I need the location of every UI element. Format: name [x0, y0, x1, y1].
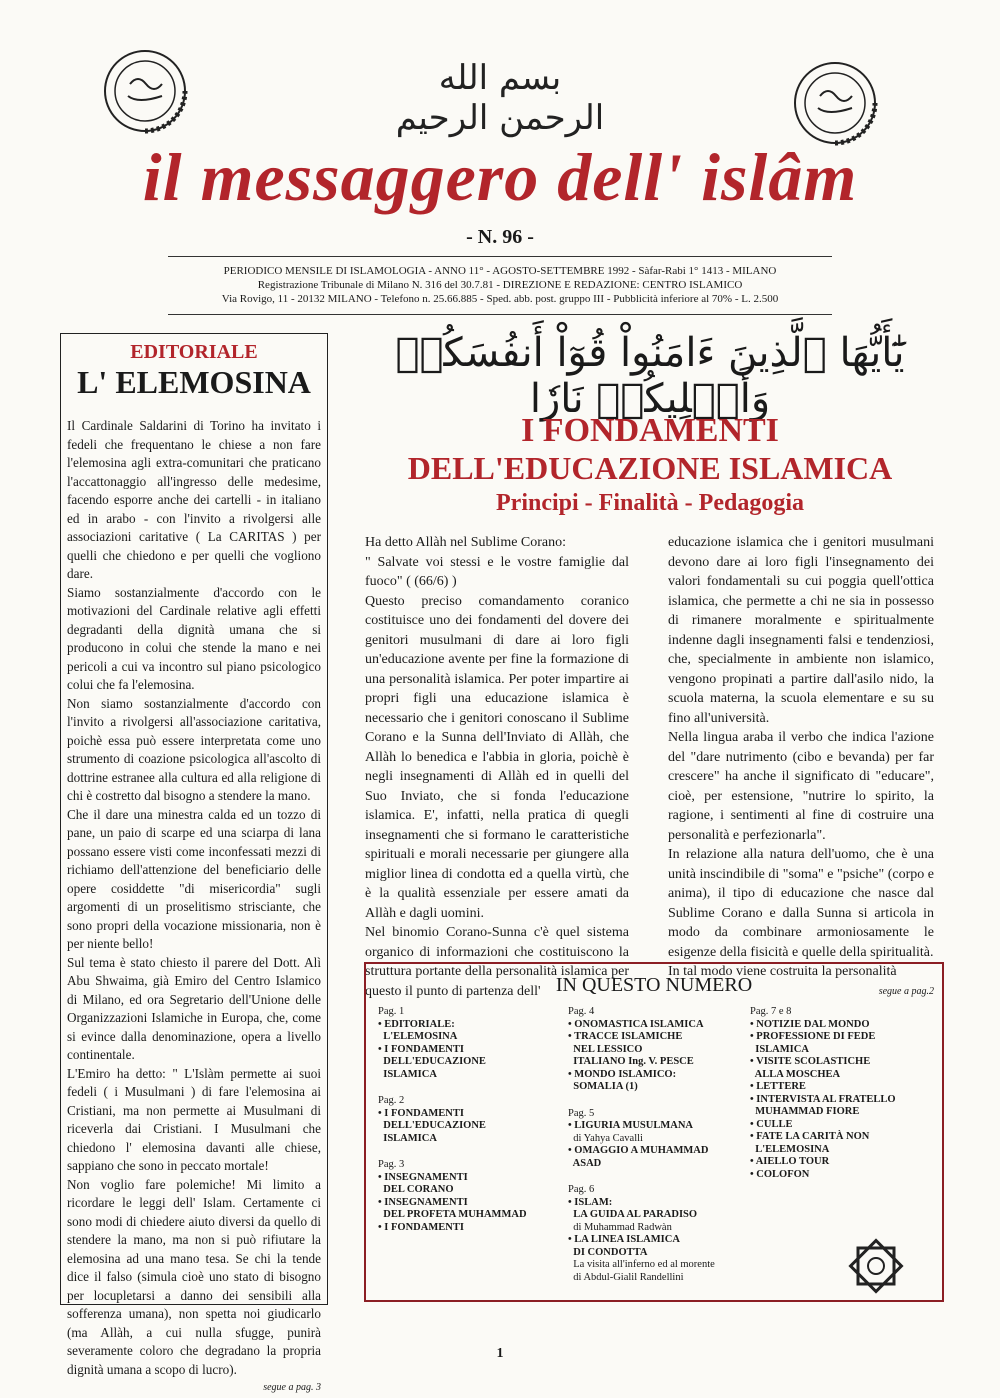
editorial-paragraph: Non voglio fare polemiche! Mi limito a ricordare le leggi dell' Islam. Certamente ci sono modi di chiedere aiuto diversi da quello di stendere la mano, ma non si può rifiutare la elemosina ad una mano tesa. Se chi la tende dice il falso (simula cioè uno stato di bisogno per locupletarsi a danno dei sensibili alla sofferenza umana), non spetta noi giudicarlo (ma Allàh, a cui nulla sfugge, punirà severamente coloro che degradano la propria dignità umana a scopo di lucro).: [67, 1176, 321, 1377]
toc-column-3: [750, 1004, 930, 1195]
article-title-line-1: I FONDAMENTI: [521, 412, 779, 449]
article-paragraph: Nel binomio Corano-Sunna c'è quel sistema organico di informazioni che costituiscono la struttura portante della personalità islamica per questo il punto di partenza dell': [365, 925, 629, 999]
toc-page-group: [568, 1006, 748, 1094]
toc-item: • FATE LA CARITÀ NON: [750, 1131, 870, 1142]
toc-item: ASAD: [568, 1157, 602, 1169]
toc-page-label: Pag. 1: [378, 1006, 405, 1017]
quran-verse: يَٰٓأَيُّهَا ٱلَّذِينَ ءَامَنُواْ قُوٓاْ أَنفُسَكُمۡ وَأَهۡلِيكُمۡ نَارٗا: [395, 330, 905, 422]
toc-page-group: [568, 1108, 748, 1171]
toc-item: • INSEGNAMENTI: [378, 1171, 468, 1183]
editorial-text: [67, 417, 321, 1398]
toc-page-label: Pag. 7 e 8: [750, 1006, 792, 1017]
toc-item: • CULLE: [750, 1118, 793, 1130]
toc-item: ISLAMICA: [750, 1043, 809, 1055]
pubinfo-line-2: Registrazione Tribunale di Milano N. 316 del 30.7.81 - DIREZIONE E REDAZIONE: CENTRO ISLAMICO: [257, 279, 743, 291]
editorial-label: EDITORIALE: [130, 341, 258, 363]
toc-page-label: Pag. 2: [378, 1095, 405, 1106]
toc-item: SOMALIA (1): [568, 1081, 638, 1092]
article-paragraph: Nella lingua araba il verbo che indica l'azione del "dare nutrimento (cibo e bevanda) per far crescere" ha anche il significato di "educare", cioè, per estensione, "nutrire lo spirito, la ragione, i sentimenti al fine di costruire una personalità e perfezionarla".: [668, 730, 934, 843]
toc-item: • OMAGGIO A MUHAMMAD: [568, 1145, 709, 1156]
toc-item: LA GUIDA AL PARADISO: [568, 1209, 698, 1220]
editorial-paragraph: Il Cardinale Saldarini di Torino ha invitato i fedeli che frequentano le chiese a non fare l'elemosina agli extra-comunitari che praticano l'accattonaggio all'ingresso delle medesime, facendo esporre anche dei cartelli - in italiano ed in arabo - con l'invito a rivolgersi alle associazioni caritative ( La CARITAS ) per quelli che chiedono e per quelli che vogliono dare.: [67, 418, 321, 581]
article-paragraph: Questo preciso comandamento coranico costituisce uno dei fondamenti del dovere dei genitori musulmani di dare ai loro figli un'educazione avente per fine la formazione di una personalità islamica. Per poter impartire ai propri figli una educazione islamica è necessario che i genitori conoscano il Sublime Corano e la Sunna dell'Inviato di Allàh, che Allàh lo benedica e l'abbia in gloria, poichè è negli insegnamenti di Allàh ed in quelli del Suo Inviato, che si fonda l'educazione islamica. E', infatti, nella pratica di quegli insegnamenti che si formano le caratteristiche spirituali e morali necessarie per giungere alla miglior linea di condotta ed a quella virtù, che è la qualità essenziale per essere amati da Allàh e dagli uomini.: [365, 593, 629, 921]
toc-item: • LA LINEA ISLAMICA: [568, 1234, 680, 1245]
page-number: 1: [496, 1346, 504, 1361]
toc-item: • VISITE SCOLASTICHE: [750, 1056, 871, 1067]
article-column-1: [365, 533, 629, 1001]
toc-item: • TRACCE ISLAMICHE: [568, 1031, 683, 1042]
toc-item: ALLA MOSCHEA: [750, 1068, 841, 1080]
toc-item: La visita all'inferno ed al morente: [568, 1259, 715, 1270]
article-column-2: [668, 533, 934, 1001]
editorial-paragraph: L'Emiro ha detto: " L'Islàm permette ai suoi fedeli ( i Musulmani ) di fare l'elemosina ai Cristiani, ma non permette ai Musulmani di riceverla dai Cristiani. I Musulmani che chiedono l' elemosina davanti alle chiese, sappiano che sono in peccato mortale!: [67, 1065, 321, 1173]
article-paragraph: " Salvate voi stessi e le vostre famiglie dal fuoco" ( (66/6) ): [365, 554, 629, 589]
article-paragraph: In relazione alla natura dell'uomo, che è una unità inscindibile di "soma" e "psiche" (corpo e anima), il tipo di educazione che nasce dal Sublime Corano e dalla Sunna si articola in modo da combinare armoniosamente le esigenze della fisicità e quelle della spiritualità.: [668, 847, 934, 960]
toc-column-2: [568, 1004, 748, 1298]
pubinfo-line-3: Via Rovigo, 11 - 20132 MILANO - Telefono n. 25.66.885 - Sped. abb. post. gruppo III - Pubblicità inferiore al 70% - L. 2.500: [221, 293, 779, 305]
editorial-paragraph: Sul tema è stato chiesto il parere del Dott. Alì Abu Shwaima, già Emiro del Centro Islamico di Milano, ed ora Segretario dell'Unione delle Organizzazioni Islamiche in Europa, che, come si evince dalla denominazione, opera a livello continentale.: [67, 954, 321, 1062]
toc-item: DELL'EDUCAZIONE: [378, 1120, 486, 1131]
header-rule-bottom: [168, 314, 832, 315]
toc-page-group: [378, 1095, 558, 1145]
editorial-continued: segue a pag. 3: [263, 1382, 321, 1393]
article-title-line-2: DELL'EDUCAZIONE ISLAMICA: [407, 450, 893, 486]
toc-item: MUHAMMAD FIORE: [750, 1106, 860, 1117]
toc-page-group: [378, 1159, 558, 1234]
toc-item: ISLAMICA: [378, 1068, 437, 1080]
pubinfo-line-1: PERIODICO MENSILE DI ISLAMOLOGIA - ANNO 11° - AGOSTO-SETTEMBRE 1992 - Sàfar-Rabi 1° 1413 - MILANO: [223, 265, 777, 277]
toc-item: • COLOFON: [750, 1168, 810, 1180]
toc-item: • ONOMASTICA ISLAMICA: [568, 1018, 704, 1030]
toc-item: • INSEGNAMENTI: [378, 1196, 468, 1208]
toc-page-label: Pag. 6: [568, 1184, 595, 1195]
toc-item: • I FONDAMENTI: [378, 1043, 464, 1055]
toc-item: • NOTIZIE DAL MONDO: [750, 1018, 870, 1030]
toc-title: IN QUESTO NUMERO: [555, 974, 753, 996]
toc-item: • ISLAM:: [568, 1196, 613, 1208]
toc-item: • AIELLO TOUR: [750, 1156, 830, 1167]
toc-item: DEL PROFETA MUHAMMAD: [378, 1209, 527, 1220]
article-subtitle: Principi - Finalità - Pedagogia: [496, 490, 804, 516]
editorial-paragraph: Non siamo sostanzialmente d'accordo con l'invito a rivolgersi all'associazione caritativa, poichè essa può essere interpretata come uno strumento di coazione psicologica all'ascolto di dottrine estranee alla cultura ed alla religione di chi è costretto dal bisogno a stendere la mano.: [67, 695, 321, 803]
centro-islamico-seal-right: [790, 58, 880, 148]
toc-item: di Muhammad Radwàn: [568, 1221, 672, 1233]
toc-page-group: [750, 1006, 930, 1181]
toc-item: • I FONDAMENTI: [378, 1221, 464, 1233]
toc-page-label: Pag. 3: [378, 1159, 405, 1170]
toc-item: • MONDO ISLAMICO:: [568, 1068, 677, 1080]
article-continued: segue a pag.2: [878, 985, 934, 997]
toc-page-group: [378, 1006, 558, 1081]
star-ornament-icon: [846, 1236, 906, 1296]
toc-page-label: Pag. 4: [568, 1006, 595, 1017]
toc-item: ISLAMICA: [378, 1132, 437, 1144]
publication-info: [170, 264, 830, 306]
toc-page-label: Pag. 5: [568, 1107, 595, 1119]
toc-column-1: [378, 1004, 558, 1248]
toc-item: di Abdul-Gialil Randellini: [568, 1271, 684, 1283]
article-paragraph: educazione islamica che i genitori musulmani devono dare ai loro figli l'insegnamento dei valori fondamentali su cui poggia quell'ottica islamica, che permette a chi ne sia in possesso di rimanere moralmente e spiritualmente indenne dagli insegnamenti falsi e tendenziosi, che, specialmente in ambiente non islamico, vengono propinati a partire dall'asilo nido, la scuola materna, la scuola elementare e su su fino all'università.: [668, 535, 934, 726]
header-rule-top: [168, 256, 832, 257]
editorial-paragraph: Siamo sostanzialmente d'accordo con le motivazioni del Cardinale relative agli effetti degradanti della dignità umana che si producono in colui che stende la mano e nei pericoli a cui va incontro sul piano psicologico colui che fa l'elemosina.: [67, 584, 321, 692]
article-paragraph: In tal modo viene costruita la personalità: [668, 964, 897, 979]
editorial-paragraph: Che il dare una minestra calda ed un tozzo di pane, un paio di scarpe ed una sciarpa di lana possano essere visti come inconfessati mezzi di richiamo dell'attenzione del beneficiario delle opere cosiddette "di misericordia" sugli argomenti di un proselitismo strisciante, che sono propri della vocazione missionaria, non è per niente bello!: [67, 806, 321, 951]
editorial-title: L' ELEMOSINA: [77, 364, 311, 400]
article-paragraph: Ha detto Allàh nel Sublime Corano:: [365, 535, 567, 550]
toc-item: di Yahya Cavalli: [568, 1132, 643, 1144]
toc-item: • I FONDAMENTI: [378, 1107, 464, 1119]
toc-item: ITALIANO Ing. V. PESCE: [568, 1056, 694, 1067]
toc-item: • PROFESSIONE DI FEDE: [750, 1031, 876, 1042]
toc-item: NEL LESSICO: [568, 1043, 643, 1055]
toc-item: • INTERVISTA AL FRATELLO: [750, 1093, 896, 1105]
masthead-title: il messaggero dell' islâm: [142, 139, 858, 215]
toc-item: • LIGURIA MUSULMANA: [568, 1120, 694, 1131]
centro-islamico-seal-left: [100, 46, 190, 136]
toc-item: • EDITORIALE:: [378, 1018, 455, 1030]
issue-number: - N. 96 -: [466, 226, 534, 248]
toc-page-group: [568, 1184, 748, 1284]
basmala: بسم الله الرحمن الرحيم: [395, 58, 605, 138]
toc-item: DELL'EDUCAZIONE: [378, 1056, 486, 1067]
toc-item: • LETTERE: [750, 1081, 806, 1092]
toc-item: L'ELEMOSINA: [750, 1143, 830, 1155]
toc-item: L'ELEMOSINA: [378, 1031, 458, 1042]
toc-item: DI CONDOTTA: [568, 1246, 648, 1258]
toc-item: DEL CORANO: [378, 1184, 454, 1195]
